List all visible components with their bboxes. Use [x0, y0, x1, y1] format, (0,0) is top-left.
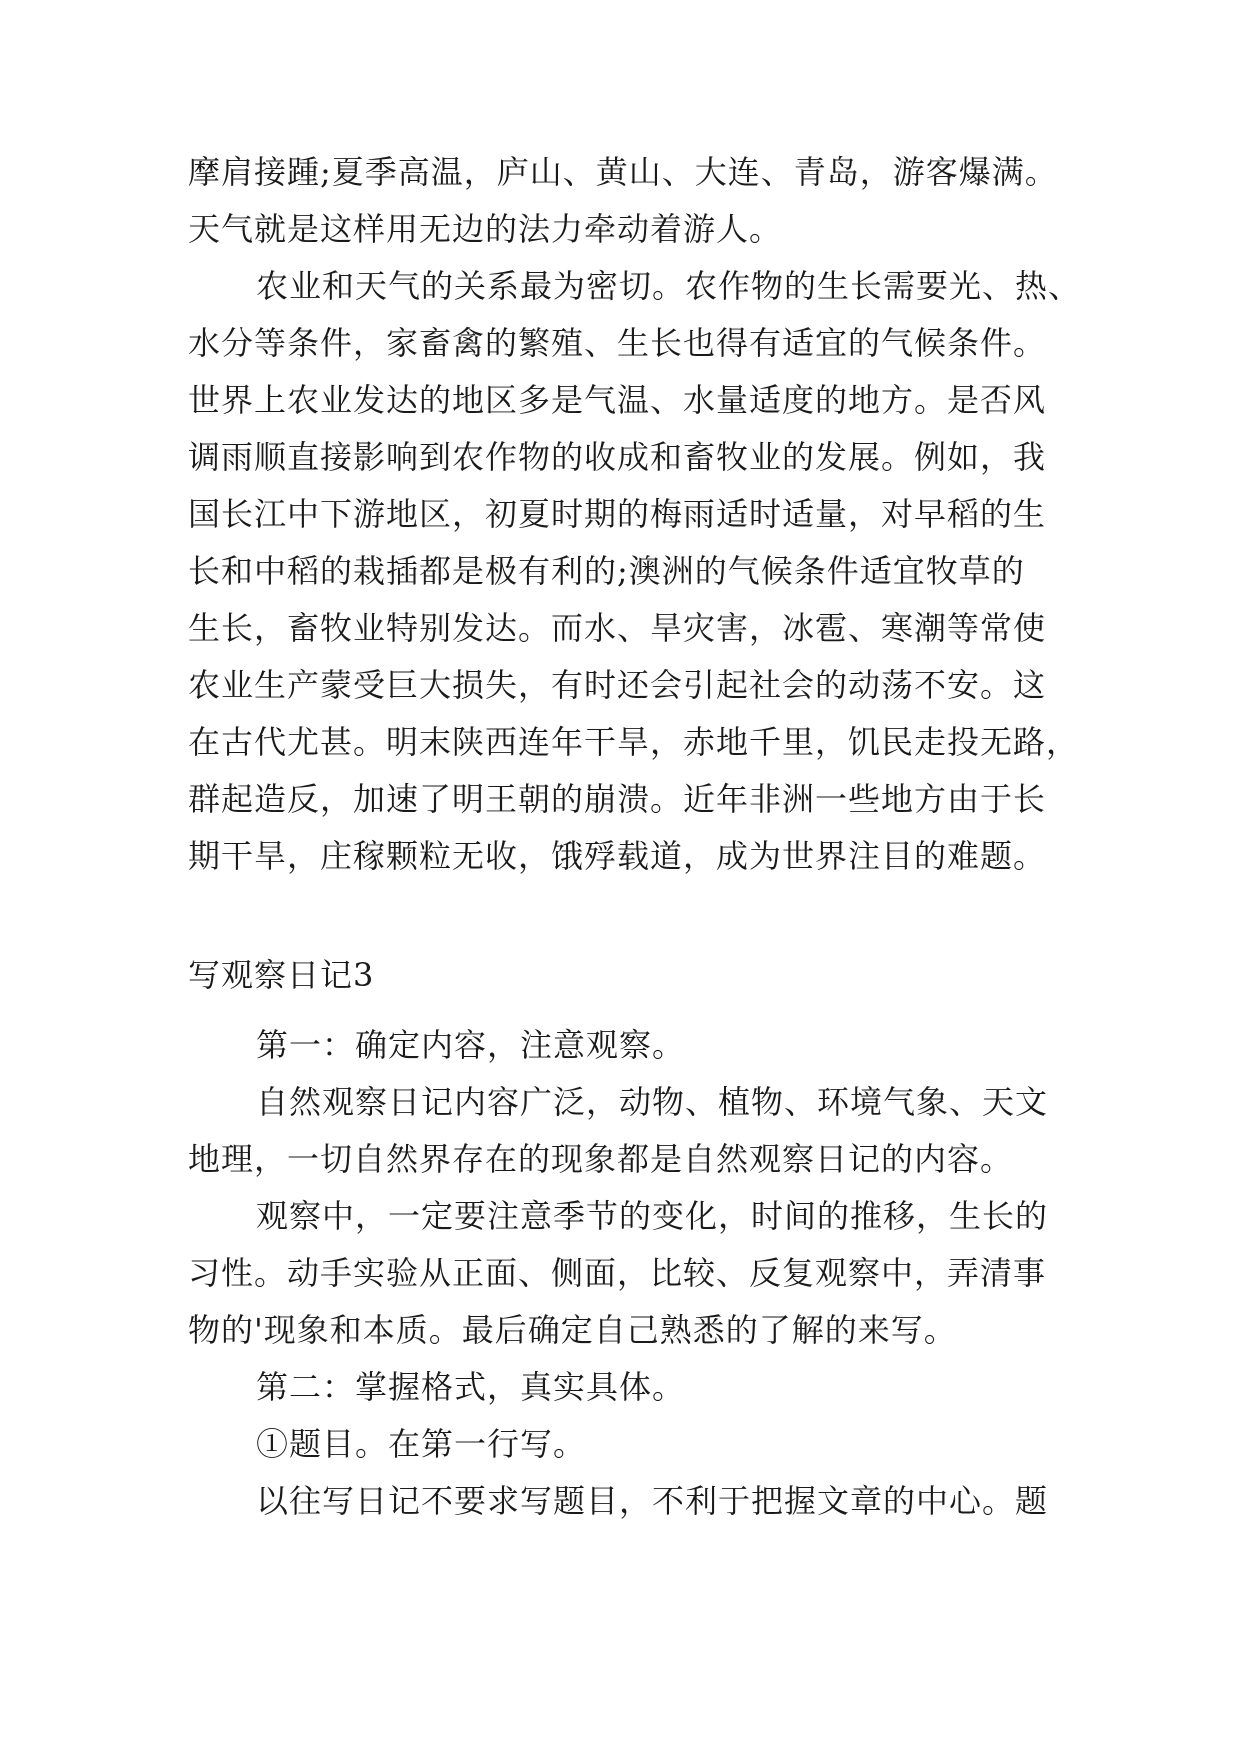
paragraph-line: 国长江中下游地区，初夏时期的梅雨适时适量，对早稻的生 — [188, 495, 1047, 533]
paragraph-line: 水分等条件，家畜禽的繁殖、生长也得有适宜的气候条件。 — [188, 324, 1047, 362]
paragraph-line: 农业和天气的关系最为密切。农作物的生长需要光、热、 — [256, 267, 1082, 305]
section-heading: 写观察日记3 — [188, 956, 375, 994]
paragraph-line: 期干旱，庄稼颗粒无收，饿殍载道，成为世界注目的难题。 — [188, 837, 1047, 875]
paragraph-line: 习性。动手实验从正面、侧面，比较、反复观察中，弄清事 — [188, 1254, 1047, 1292]
paragraph-line: 物的'现象和本质。最后确定自己熟悉的了解的来写。 — [188, 1311, 957, 1349]
paragraph-line: 调雨顺直接影响到农作物的收成和畜牧业的发展。例如，我 — [188, 438, 1047, 476]
paragraph-line: 天气就是这样用无边的法力牵动着游人。 — [188, 210, 783, 248]
paragraph-line: 群起造反，加速了明王朝的崩溃。近年非洲一些地方由于长 — [188, 780, 1047, 818]
paragraph-line: 生长，畜牧业特别发达。而水、旱灾害，冰雹、寒潮等常使 — [188, 609, 1047, 647]
paragraph-line: 摩肩接踵;夏季高温，庐山、黄山、大连、青岛，游客爆满。 — [188, 153, 1058, 191]
paragraph-line: 长和中稻的栽插都是极有利的;澳洲的气候条件适宜牧草的 — [188, 552, 1025, 590]
paragraph-line: 以往写日记不要求写题目，不利于把握文章的中心。题 — [256, 1482, 1049, 1520]
paragraph-line: 自然观察日记内容广泛，动物、植物、环境气象、天文 — [256, 1083, 1049, 1121]
paragraph-line: 观察中，一定要注意季节的变化，时间的推移，生长的 — [256, 1197, 1049, 1235]
paragraph-line: 世界上农业发达的地区多是气温、水量适度的地方。是否风 — [188, 381, 1047, 419]
paragraph-line: 第二：掌握格式，真实具体。 — [256, 1368, 686, 1406]
paragraph-line: ①题目。在第一行写。 — [256, 1425, 587, 1463]
paragraph-line: 在古代尤甚。明末陕西连年干旱，赤地千里，饥民走投无路， — [188, 723, 1080, 761]
paragraph-line: 第一：确定内容，注意观察。 — [256, 1026, 686, 1064]
paragraph-line: 农业生产蒙受巨大损失，有时还会引起社会的动荡不安。这 — [188, 666, 1047, 704]
paragraph-line: 地理，一切自然界存在的现象都是自然观察日记的内容。 — [188, 1140, 1014, 1178]
